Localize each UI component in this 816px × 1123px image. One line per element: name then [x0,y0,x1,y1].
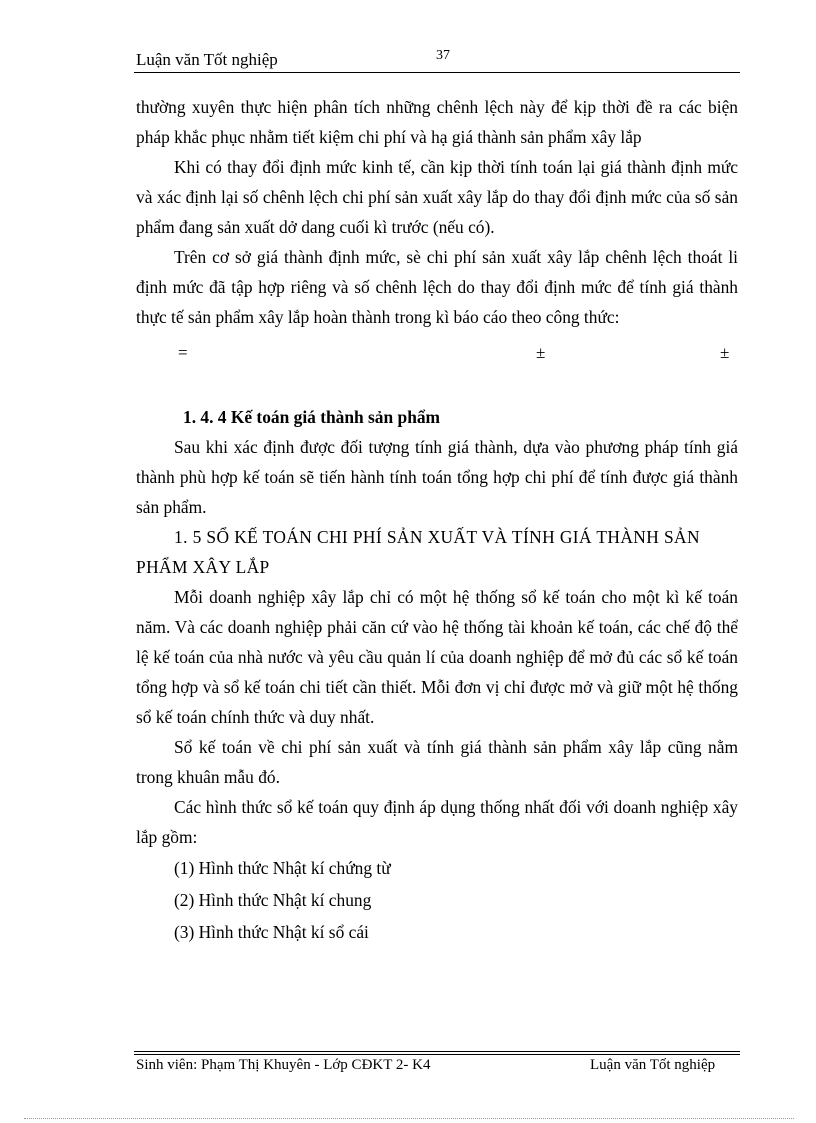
section-heading-1-4-4: 1. 4. 4 Kế toán giá thành sản phẩm [183,407,441,427]
formula-line [136,338,738,368]
formula-plus-minus-sign: ± [536,343,546,362]
header-divider [134,72,740,73]
footer-title: Luận văn Tốt nghiệp [590,1057,716,1073]
footer-student-info: Sinh viên: Phạm Thị Khuyên - Lớp CĐKT 2- K4 [136,1057,431,1073]
section-heading-1-5: 1. 5 SỔ KẾ TOÁN CHI PHÍ SẢN XUẤT VÀ TÍNH GIÁ THÀNH SẢN PHẨM XÂY LẮP [136,527,700,577]
paragraph: Mỗi doanh nghiệp xây lắp chỉ có một hệ thống sổ kế toán cho một kì kế toán năm. Và các doanh nghiệp phải căn cứ vào hệ thống tài khoản kế toán, các chế độ thể lệ kế toán của nhà nước và yêu cầu quản lí của doanh nghiệp để mở đủ các sổ kế toán tổng hợp và sổ kế toán chi tiết cần thiết. Mỗi đơn vị chỉ được mở và giữ một hệ thống sổ kế toán chính thức và duy nhất. [136,587,738,727]
page-number: 37 [436,48,450,63]
paragraph-continued: thường xuyên thực hiện phân tích những chênh lệch này để kịp thời đề ra các biện pháp khắc phục nhằm tiết kiệm chi phí và hạ giá thành sản phẩm xây lắp [136,97,738,147]
paragraph: Trên cơ sở giá thành định mức, sè chi phí sản xuất xây lắp chênh lệch thoát li định mức đã tập hợp riêng và số chênh lệch do thay đổi định mức để tính giá thành thực tế sản phẩm xây lắp hoàn thành trong kì báo cáo theo công thức: [136,247,738,327]
formula-equals-sign: = [178,343,188,362]
paragraph: Các hình thức sổ kế toán quy định áp dụng thống nhất đối với doanh nghiệp xây lắp gồm: [136,797,738,847]
paragraph: Sau khi xác định được đối tượng tính giá thành, dựa vào phương pháp tính giá thành phù hợp kế toán sẽ tiến hành tính toán tổng hợp chi phí để tính được giá thành sản phẩm. [136,437,738,517]
list-item: (3) Hình thức Nhật kí sổ cái [174,922,369,942]
page-body [136,92,738,948]
list-item: (1) Hình thức Nhật kí chứng từ [174,858,391,878]
paragraph: Sổ kế toán về chi phí sản xuất và tính giá thành sản phẩm xây lắp cũng nằm trong khuân mẫu đó. [136,737,738,787]
page-bottom-border [24,1118,794,1119]
footer-divider [134,1054,740,1055]
paragraph: Khi có thay đổi định mức kinh tế, cần kịp thời tính toán lại giá thành định mức và xác định lại số chênh lệch chi phí sản xuất xây lắp do thay đổi định mức của số sản phẩm đang sản xuất dở dang cuối kì trước (nếu có). [136,157,738,237]
footer-divider [134,1051,740,1052]
formula-plus-minus-sign: ± [720,343,730,362]
header-title: Luận văn Tốt nghiệp [136,50,278,69]
list-item: (2) Hình thức Nhật kí chung [174,890,372,910]
